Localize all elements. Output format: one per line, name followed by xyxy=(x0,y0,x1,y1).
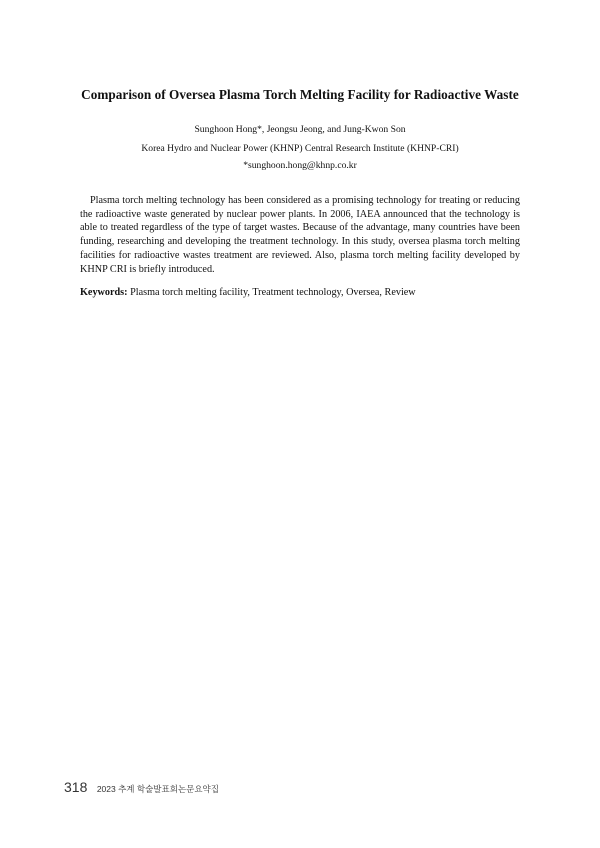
keywords-text: Plasma torch melting facility, Treatment technology, Oversea, Review xyxy=(130,287,416,298)
paper-title: Comparison of Oversea Plasma Torch Melting Facility for Radioactive Waste xyxy=(81,87,519,102)
contact-email: *sunghoon.hong@khnp.co.kr xyxy=(243,160,357,171)
affiliation: Korea Hydro and Nuclear Power (KHNP) Central Research Institute (KHNP-CRI) xyxy=(141,143,459,154)
conference-name: 2023 추계 학술발표회논문요약집 xyxy=(96,784,219,794)
page-number: 318 xyxy=(64,779,88,795)
author-list: Sunghoon Hong*, Jeongsu Jeong, and Jung-Kwon Son xyxy=(194,124,406,135)
abstract-paragraph: Plasma torch melting technology has been considered as a promising technology for treating or reducing the radioactive waste generated by nuclear power plants. In 2006, IAEA announced that the technology is able to treated regardless of the type of target wastes. Because of the advantage, many countries have been funding, researching and developing the treatment technology. In this study, oversea plasma torch melting facilities for radioactive wastes treatment are reviewed. Also, plasma torch melting facility developed by KHNP CRI is briefly introduced. xyxy=(80,195,520,275)
page-footer xyxy=(64,779,219,797)
keywords-label: Keywords: xyxy=(80,287,128,298)
keywords-line xyxy=(80,287,520,298)
